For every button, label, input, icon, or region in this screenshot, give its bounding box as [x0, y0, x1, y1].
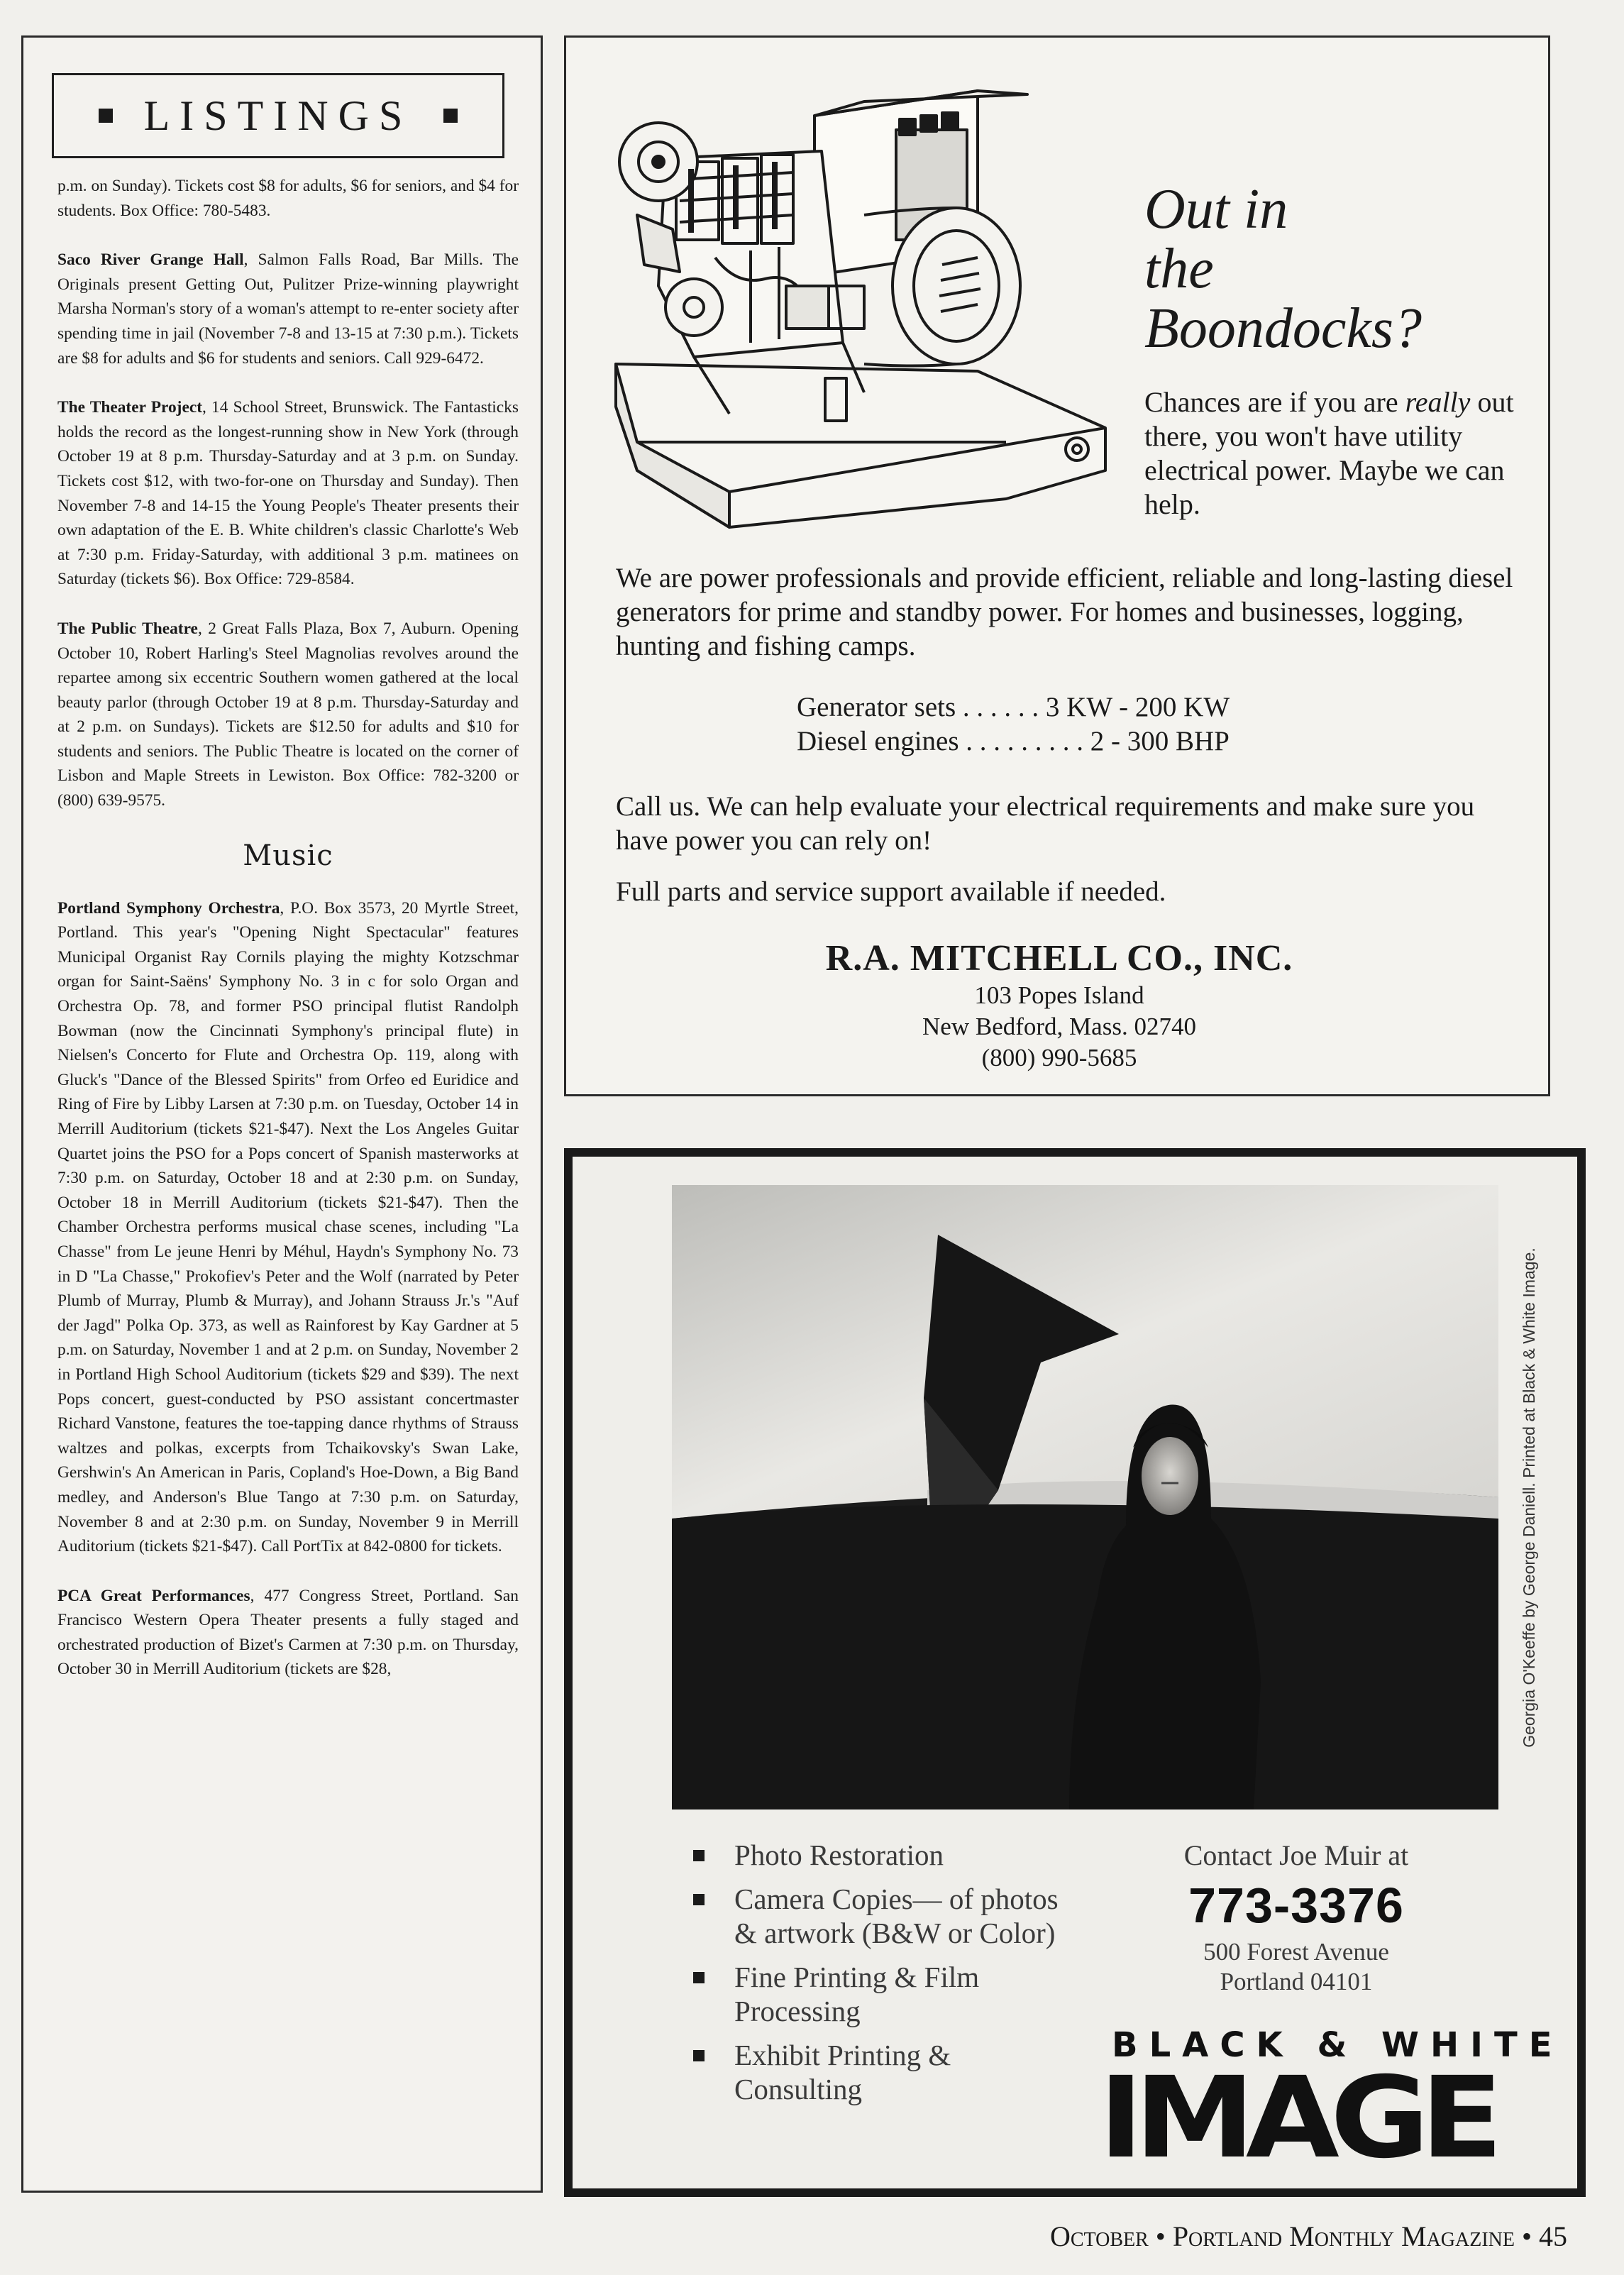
intro-text: Chances are if you are	[1144, 386, 1405, 418]
service-label: Fine Printing & Film Processing	[734, 1961, 980, 2027]
listing-text: , 2 Great Falls Plaza, Box 7, Auburn. Opening October 10, Robert Harling's Steel Magnolias revolves around the repartee among six eccentric Southern women gathered at the local beauty parlor (through October 19 at 8 p.m. Thursday-Saturday and at 2 p.m. on Sundays). Tickets are $12.50 for adults and $10 for students and seniors. The Public Theatre is located on the corner of Lisbon and Maple Streets in Lewiston. Box Office: 782-3200 or (800) 639-9575.	[57, 619, 519, 810]
ad-headline	[1144, 180, 1513, 358]
ad-intro	[1144, 385, 1542, 522]
listing-entry	[57, 174, 519, 223]
listing-text: , 477 Congress Street, Portland. San Francisco Western Opera Theater presents a fully staged and orchestrated production of Bizet's Carmen at 7:30 p.m. on Thursday, October 30 in Merrill Auditorium (tickets are $28,	[57, 1586, 519, 1679]
page-number: 45	[1539, 2220, 1567, 2252]
listing-text: p.m. on Sunday). Tickets cost $8 for adults, $6 for seniors, and $4 for students. Box Office: 780-5483.	[57, 177, 519, 220]
section-heading-music: Music	[243, 839, 333, 872]
generator-advertisement	[564, 35, 1550, 1096]
contact-address-line: Portland 04101	[1220, 1968, 1373, 1995]
intro-text: out there, you won't have utility electrical power. Maybe we can help.	[1144, 386, 1514, 520]
listing-entry	[57, 1584, 519, 1682]
photo-lab-advertisement	[564, 1148, 1586, 2197]
ad-body: We are power professionals and provide efficient, reliable and long-lasting diesel generators for prime and standby power. For homes and businesses, logging, hunting and fishing camps.	[616, 563, 1513, 661]
listing-text: , Salmon Falls Road, Bar Mills. The Originals present Getting Out, Pulitzer Prize-winning playwright Marsha Norman's story of a woman's attempt to re-enter society after spending time in jail (November 7-8 and 13-15 at 7:30 p.m.). Tickets are $8 for adults and $6 for students and seniors. Call 929-6472.	[57, 250, 519, 368]
portrait-photograph	[672, 1185, 1498, 1809]
square-bullet-icon	[443, 109, 458, 123]
contact-address-line: 500 Forest Avenue	[1203, 1938, 1389, 1966]
venue-name: Portland Symphony Orchestra	[57, 898, 280, 918]
square-bullet-icon	[693, 2050, 705, 2061]
company-phone: (800) 990-5685	[981, 1044, 1137, 1072]
photo-image	[672, 1185, 1498, 1809]
square-bullet-icon	[693, 1850, 705, 1861]
service-item	[693, 1838, 1062, 1872]
listings-title: LISTINGS	[143, 92, 413, 139]
page-footer	[1050, 2220, 1567, 2253]
photo-credit	[1515, 1185, 1543, 1809]
listing-entry	[57, 248, 519, 370]
intro-emphasis: really	[1405, 386, 1471, 418]
venue-name: The Theater Project	[57, 398, 202, 417]
square-bullet-icon	[693, 1972, 705, 1983]
footer-separator: •	[1155, 2220, 1166, 2252]
listing-entry	[57, 395, 519, 592]
call-to-action: Call us. We can help evaluate your electrical requirements and make sure you have power you can rely on!	[616, 791, 1475, 856]
service-item	[693, 1960, 1062, 2028]
spec-line: Diesel engines . . . . . . . . . 2 - 300 BHP	[797, 726, 1230, 756]
square-bullet-icon	[693, 1894, 705, 1905]
footer-separator: •	[1521, 2220, 1532, 2252]
company-name: R.A. MITCHELL CO., INC.	[825, 938, 1293, 979]
headline-line: Out in	[1144, 178, 1288, 241]
services-list	[693, 1838, 1062, 2116]
listing-entry	[57, 617, 519, 813]
venue-name: Saco River Grange Hall	[57, 250, 244, 270]
product-specs	[797, 690, 1364, 759]
contact-block	[1098, 1838, 1564, 2183]
venue-name: The Public Theatre	[57, 619, 198, 638]
footer-month: October	[1049, 2220, 1149, 2252]
listing-text: , 14 School Street, Brunswick. The Fantasticks holds the record as the longest-running show in New York (through October 19 at 8 p.m. Thursday-Saturday and at 3 p.m. on Sunday. Tickets cost $12, with two-for-one on Thursday and Sunday). Then November 7-8 and 14-15 the Young People's Theater presents their own adaptation of the E. B. White children's classic Charlotte's Web at 7:30 p.m. Friday-Saturday, with additional 3 p.m. matinees on Saturday (tickets $6). Box Office: 729-8584.	[57, 398, 519, 589]
service-label: Camera Copies— of photos & artwork (B&W or Color)	[734, 1883, 1059, 1949]
contact-phone: 773-3376	[1188, 1878, 1404, 1933]
listings-header	[52, 73, 504, 158]
listing-text: , P.O. Box 3573, 20 Myrtle Street, Portland. This year's "Opening Night Spectacular" features Municipal Organist Ray Cornils playing the mighty Kotzschmar organ for Saint-Saëns' Symphony No. 3 in c for solo Organ and Orchestra Op. 78, and former PSO principal flutist Randolph Bowman (now the Cincinnati Symphony's principal flute) in Nielsen's Concerto for Flute and Orchestra Op. 119, along with Gluck's "Dance of the Blessed Spirits" from Orfeo ed Euridice and Ring of Fire by Libby Larsen at 7:30 p.m. on Tuesday, October 14 in Merrill Auditorium (tickets $21-$47). Next the Los Angeles Guitar Quartet joins the PSO for a Pops concert of Spanish masterworks at 7:30 p.m. on Saturday, October 18 and at 2:30 p.m. on Sunday, October 18 in Merrill Auditorium (tickets $21-$47). Then the Chamber Orchestra performs musical chase scenes, including "La Chasse" from Le jeune Henri by Méhul, Haydn's Symphony No. 73 in D "La Chasse," Prokofiev's Peter and the Wolf (narrated by Peter Plumb of Murray, Plumb & Murray), and Johann Strauss Jr.'s "Auf der Jagd" Polka Op. 373, as well as Rainforest by Kay Gardner at 5 p.m. on Saturday, November 1 and at 2 p.m. on Sunday, November 2 in Portland High School Auditorium (tickets $29 and $39). The next Pops concert, guest-conducted by PSO assistant concertmaster Richard Vanstone, features the toe-tapping dance rhythms of Strauss waltzes and polkas, excerpts from Tchaikovsky's Swan Lake, Gershwin's An American in Paris, Copland's Hoe-Down, a Big Band medley, and Anderson's Blue Tango at 7:30 p.m. on Saturday, November 8 and at 2:30 p.m. on Sunday, November 9 in Merrill Auditorium (tickets $21-$47). Call PortTix at 842-0800 for tickets.	[57, 898, 519, 1556]
parts-note: Full parts and service support available if needed.	[616, 876, 1166, 907]
headline-line: the	[1144, 238, 1214, 300]
contact-label: Contact Joe Muir at	[1183, 1839, 1409, 1871]
company-address-line: 103 Popes Island	[974, 981, 1144, 1009]
service-item	[693, 1882, 1062, 1950]
footer-magazine: Portland Monthly Magazine	[1172, 2220, 1515, 2252]
logo-wordmark-main: IMAGE	[1098, 2053, 1494, 2183]
square-bullet-icon	[99, 109, 113, 123]
diesel-generator-illustration	[609, 73, 1120, 556]
logo-wordmark-top: BLACK & WHITE	[1112, 2025, 1564, 2065]
venue-name: PCA Great Performances	[57, 1586, 250, 1605]
photo-credit-text: Georgia O'Keeffe by George Daniell. Printed at Black & White Image.	[1519, 1247, 1538, 1748]
listings-body	[57, 174, 519, 1707]
headline-line: Boondocks?	[1144, 297, 1423, 360]
company-address-line: New Bedford, Mass. 02740	[922, 1013, 1196, 1040]
spec-line: Generator sets . . . . . . 3 KW - 200 KW	[797, 692, 1230, 722]
service-item	[693, 2038, 1062, 2106]
service-label: Photo Restoration	[734, 1839, 944, 1871]
listings-column	[21, 35, 543, 2193]
listing-entry	[57, 896, 519, 1559]
service-label: Exhibit Printing & Consulting	[734, 2039, 951, 2105]
